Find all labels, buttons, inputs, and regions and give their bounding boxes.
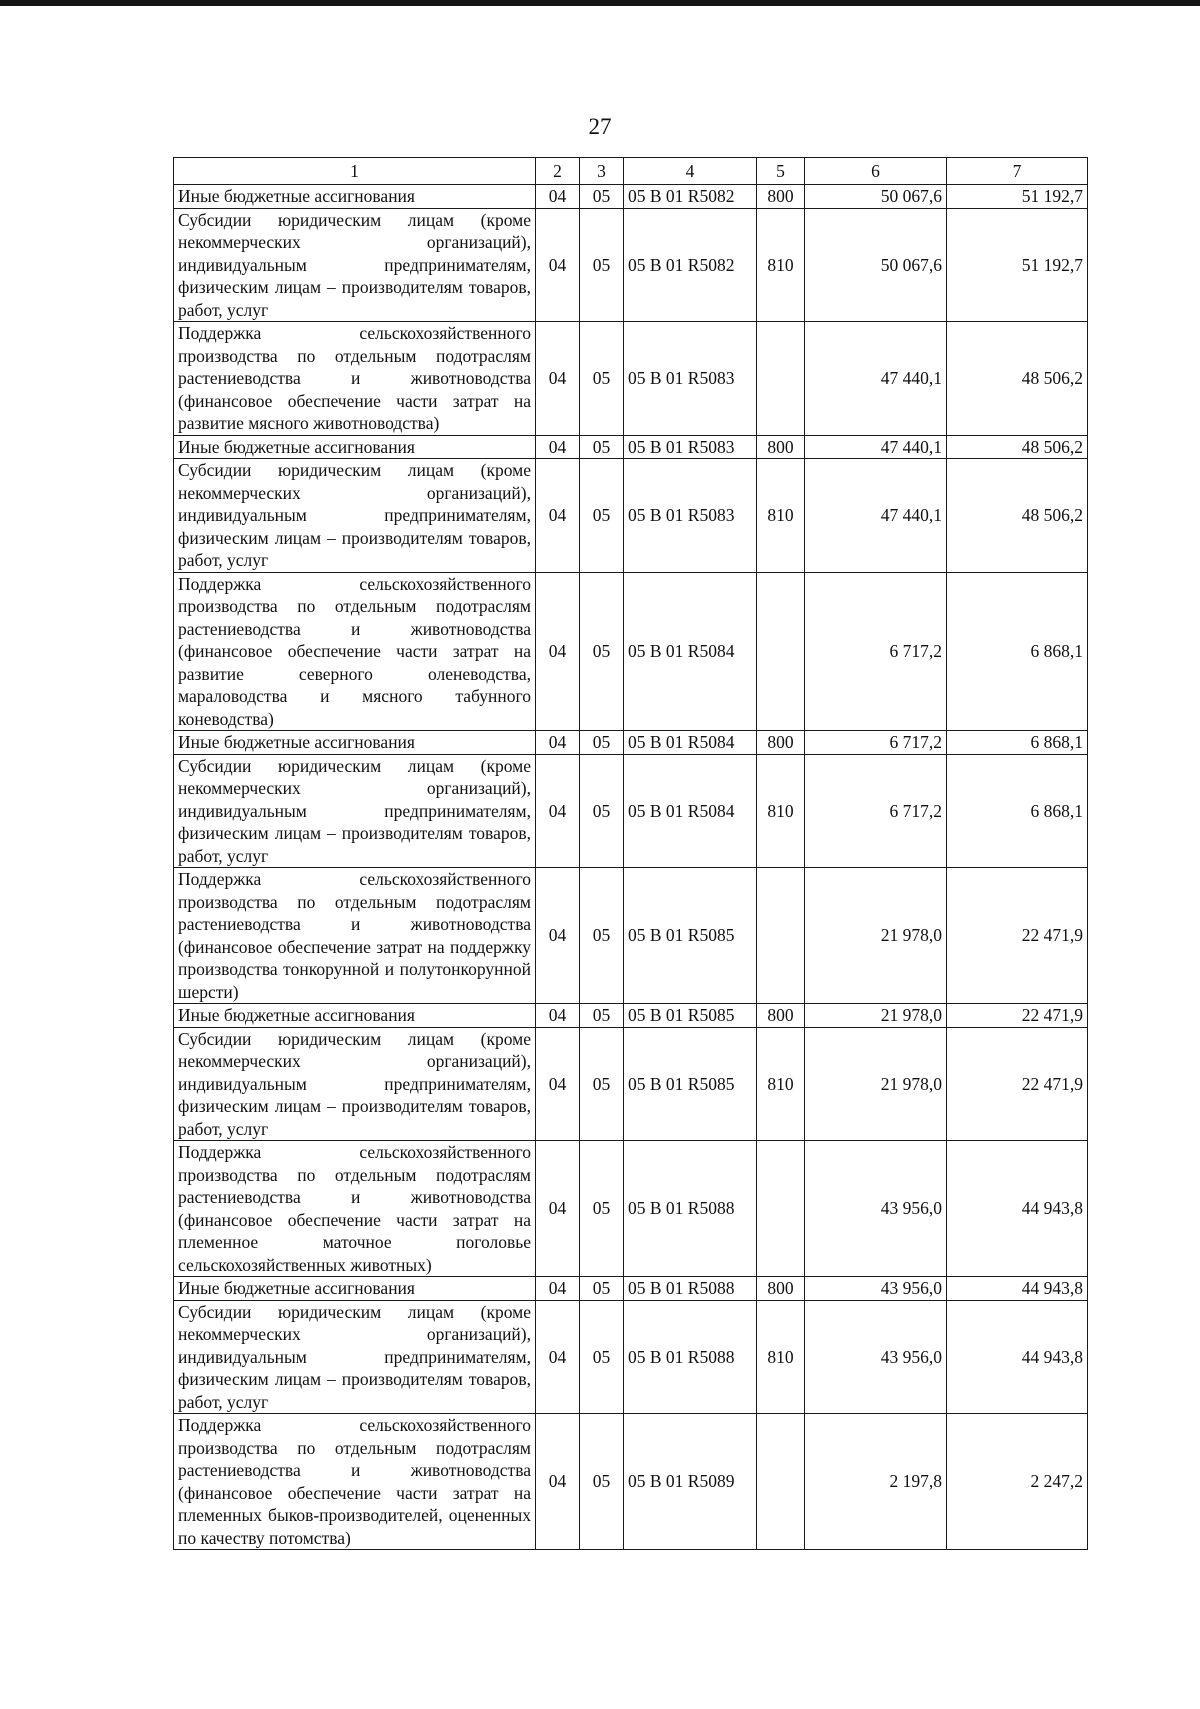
amount-year1-cell: 50 067,6 xyxy=(805,185,947,209)
amount-year2-cell: 44 943,8 xyxy=(947,1141,1088,1277)
subsection-code-cell: 05 xyxy=(580,1300,624,1414)
table-row xyxy=(174,185,1088,209)
amount-year2-cell: 48 506,2 xyxy=(947,459,1088,573)
expense-type-cell xyxy=(757,1141,805,1277)
table-row xyxy=(174,1414,1088,1550)
amount-year1-cell: 6 717,2 xyxy=(805,572,947,731)
subsection-code-cell: 05 xyxy=(580,435,624,459)
amount-year1-cell: 2 197,8 xyxy=(805,1414,947,1550)
table-row xyxy=(174,1141,1088,1277)
row-name-cell: Поддержка сельскохозяйственного производства по отдельным подотраслям растениеводства и животноводства (финансовое обеспечение затрат на поддержку производства тонкорунной и полутонкорунной шерсти) xyxy=(174,868,536,1004)
table-row xyxy=(174,435,1088,459)
column-header: 6 xyxy=(805,158,947,185)
subsection-code-cell: 05 xyxy=(580,1141,624,1277)
table-row xyxy=(174,1300,1088,1414)
amount-year2-cell: 44 943,8 xyxy=(947,1277,1088,1301)
amount-year2-cell: 22 471,9 xyxy=(947,868,1088,1004)
row-name-cell: Поддержка сельскохозяйственного производства по отдельным подотраслям растениеводства и животноводства (финансовое обеспечение части затрат на развитие мясного животноводства) xyxy=(174,322,536,436)
subsection-code-cell: 05 xyxy=(580,868,624,1004)
subsection-code-cell: 05 xyxy=(580,459,624,573)
table-header-row xyxy=(174,158,1088,185)
target-article-cell: 05 В 01 R5085 xyxy=(624,1027,757,1141)
amount-year1-cell: 50 067,6 xyxy=(805,208,947,322)
expense-type-cell: 800 xyxy=(757,1277,805,1301)
target-article-cell: 05 В 01 R5088 xyxy=(624,1300,757,1414)
section-code-cell: 04 xyxy=(536,459,580,573)
column-header: 5 xyxy=(757,158,805,185)
page-number: 27 xyxy=(588,114,612,139)
amount-year1-cell: 21 978,0 xyxy=(805,1004,947,1028)
target-article-cell: 05 В 01 R5083 xyxy=(624,435,757,459)
column-header: 3 xyxy=(580,158,624,185)
row-name-cell: Иные бюджетные ассигнования xyxy=(174,731,536,755)
amount-year1-cell: 6 717,2 xyxy=(805,754,947,868)
amount-year2-cell: 51 192,7 xyxy=(947,208,1088,322)
amount-year1-cell: 6 717,2 xyxy=(805,731,947,755)
row-name-cell: Поддержка сельскохозяйственного производства по отдельным подотраслям растениеводства и животноводства (финансовое обеспечение части затрат на развитие северного оленеводства, мараловодства и мясного табунного коневодства) xyxy=(174,572,536,731)
row-name-cell: Иные бюджетные ассигнования xyxy=(174,185,536,209)
column-header: 1 xyxy=(174,158,536,185)
table-row xyxy=(174,572,1088,731)
expense-type-cell: 800 xyxy=(757,731,805,755)
expense-type-cell: 810 xyxy=(757,1027,805,1141)
section-code-cell: 04 xyxy=(536,754,580,868)
row-name-cell: Поддержка сельскохозяйственного производства по отдельным подотраслям растениеводства и животноводства (финансовое обеспечение части затрат на племенных быков-производителей, оцененных по качеству потомства) xyxy=(174,1414,536,1550)
amount-year2-cell: 2 247,2 xyxy=(947,1414,1088,1550)
row-name-cell: Субсидии юридическим лицам (кроме некоммерческих организаций), индивидуальным предпринимателям, физическим лицам – производителям товаров, работ, услуг xyxy=(174,459,536,573)
column-header: 7 xyxy=(947,158,1088,185)
table-row xyxy=(174,1027,1088,1141)
amount-year2-cell: 48 506,2 xyxy=(947,322,1088,436)
subsection-code-cell: 05 xyxy=(580,185,624,209)
expense-type-cell xyxy=(757,322,805,436)
subsection-code-cell: 05 xyxy=(580,1004,624,1028)
section-code-cell: 04 xyxy=(536,208,580,322)
section-code-cell: 04 xyxy=(536,435,580,459)
table-row xyxy=(174,868,1088,1004)
subsection-code-cell: 05 xyxy=(580,208,624,322)
amount-year2-cell: 44 943,8 xyxy=(947,1300,1088,1414)
expense-type-cell: 800 xyxy=(757,185,805,209)
row-name-cell: Иные бюджетные ассигнования xyxy=(174,1004,536,1028)
subsection-code-cell: 05 xyxy=(580,1277,624,1301)
target-article-cell: 05 В 01 R5082 xyxy=(624,185,757,209)
target-article-cell: 05 В 01 R5088 xyxy=(624,1141,757,1277)
target-article-cell: 05 В 01 R5085 xyxy=(624,1004,757,1028)
target-article-cell: 05 В 01 R5084 xyxy=(624,731,757,755)
amount-year2-cell: 6 868,1 xyxy=(947,754,1088,868)
expense-type-cell xyxy=(757,1414,805,1550)
table-row xyxy=(174,322,1088,436)
table-row xyxy=(174,731,1088,755)
subsection-code-cell: 05 xyxy=(580,322,624,436)
table-row xyxy=(174,208,1088,322)
section-code-cell: 04 xyxy=(536,1004,580,1028)
section-code-cell: 04 xyxy=(536,1027,580,1141)
amount-year2-cell: 6 868,1 xyxy=(947,731,1088,755)
column-header: 2 xyxy=(536,158,580,185)
section-code-cell: 04 xyxy=(536,1277,580,1301)
row-name-cell: Поддержка сельскохозяйственного производства по отдельным подотраслям растениеводства и животноводства (финансовое обеспечение части затрат на племенное маточное поголовье сельскохозяйственных животных) xyxy=(174,1141,536,1277)
target-article-cell: 05 В 01 R5082 xyxy=(624,208,757,322)
amount-year1-cell: 43 956,0 xyxy=(805,1300,947,1414)
table-body xyxy=(174,158,1088,1550)
amount-year1-cell: 43 956,0 xyxy=(805,1277,947,1301)
row-name-cell: Субсидии юридическим лицам (кроме некоммерческих организаций), индивидуальным предпринимателям, физическим лицам – производителям товаров, работ, услуг xyxy=(174,754,536,868)
row-name-cell: Субсидии юридическим лицам (кроме некоммерческих организаций), индивидуальным предпринимателям, физическим лицам – производителям товаров, работ, услуг xyxy=(174,1027,536,1141)
expense-type-cell xyxy=(757,572,805,731)
expense-type-cell: 800 xyxy=(757,1004,805,1028)
subsection-code-cell: 05 xyxy=(580,754,624,868)
target-article-cell: 05 В 01 R5084 xyxy=(624,754,757,868)
amount-year1-cell: 21 978,0 xyxy=(805,1027,947,1141)
budget-table xyxy=(173,157,1088,1550)
amount-year1-cell: 43 956,0 xyxy=(805,1141,947,1277)
subsection-code-cell: 05 xyxy=(580,572,624,731)
amount-year2-cell: 22 471,9 xyxy=(947,1027,1088,1141)
scan-top-border xyxy=(0,0,1200,6)
section-code-cell: 04 xyxy=(536,1141,580,1277)
amount-year2-cell: 51 192,7 xyxy=(947,185,1088,209)
table-row xyxy=(174,459,1088,573)
amount-year1-cell: 47 440,1 xyxy=(805,322,947,436)
expense-type-cell: 810 xyxy=(757,1300,805,1414)
section-code-cell: 04 xyxy=(536,572,580,731)
target-article-cell: 05 В 01 R5085 xyxy=(624,868,757,1004)
section-code-cell: 04 xyxy=(536,1300,580,1414)
expense-type-cell: 810 xyxy=(757,754,805,868)
section-code-cell: 04 xyxy=(536,1414,580,1550)
subsection-code-cell: 05 xyxy=(580,731,624,755)
target-article-cell: 05 В 01 R5083 xyxy=(624,459,757,573)
table-row xyxy=(174,754,1088,868)
table-row xyxy=(174,1004,1088,1028)
amount-year2-cell: 6 868,1 xyxy=(947,572,1088,731)
section-code-cell: 04 xyxy=(536,185,580,209)
section-code-cell: 04 xyxy=(536,868,580,1004)
row-name-cell: Иные бюджетные ассигнования xyxy=(174,435,536,459)
amount-year2-cell: 22 471,9 xyxy=(947,1004,1088,1028)
amount-year1-cell: 47 440,1 xyxy=(805,459,947,573)
column-header: 4 xyxy=(624,158,757,185)
row-name-cell: Субсидии юридическим лицам (кроме некоммерческих организаций), индивидуальным предпринимателям, физическим лицам – производителям товаров, работ, услуг xyxy=(174,1300,536,1414)
table-row xyxy=(174,1277,1088,1301)
amount-year1-cell: 21 978,0 xyxy=(805,868,947,1004)
section-code-cell: 04 xyxy=(536,731,580,755)
amount-year1-cell: 47 440,1 xyxy=(805,435,947,459)
target-article-cell: 05 В 01 R5088 xyxy=(624,1277,757,1301)
expense-type-cell xyxy=(757,868,805,1004)
expense-type-cell: 800 xyxy=(757,435,805,459)
amount-year2-cell: 48 506,2 xyxy=(947,435,1088,459)
expense-type-cell: 810 xyxy=(757,208,805,322)
target-article-cell: 05 В 01 R5089 xyxy=(624,1414,757,1550)
row-name-cell: Иные бюджетные ассигнования xyxy=(174,1277,536,1301)
expense-type-cell: 810 xyxy=(757,459,805,573)
target-article-cell: 05 В 01 R5083 xyxy=(624,322,757,436)
target-article-cell: 05 В 01 R5084 xyxy=(624,572,757,731)
subsection-code-cell: 05 xyxy=(580,1027,624,1141)
section-code-cell: 04 xyxy=(536,322,580,436)
subsection-code-cell: 05 xyxy=(580,1414,624,1550)
row-name-cell: Субсидии юридическим лицам (кроме некоммерческих организаций), индивидуальным предпринимателям, физическим лицам – производителям товаров, работ, услуг xyxy=(174,208,536,322)
